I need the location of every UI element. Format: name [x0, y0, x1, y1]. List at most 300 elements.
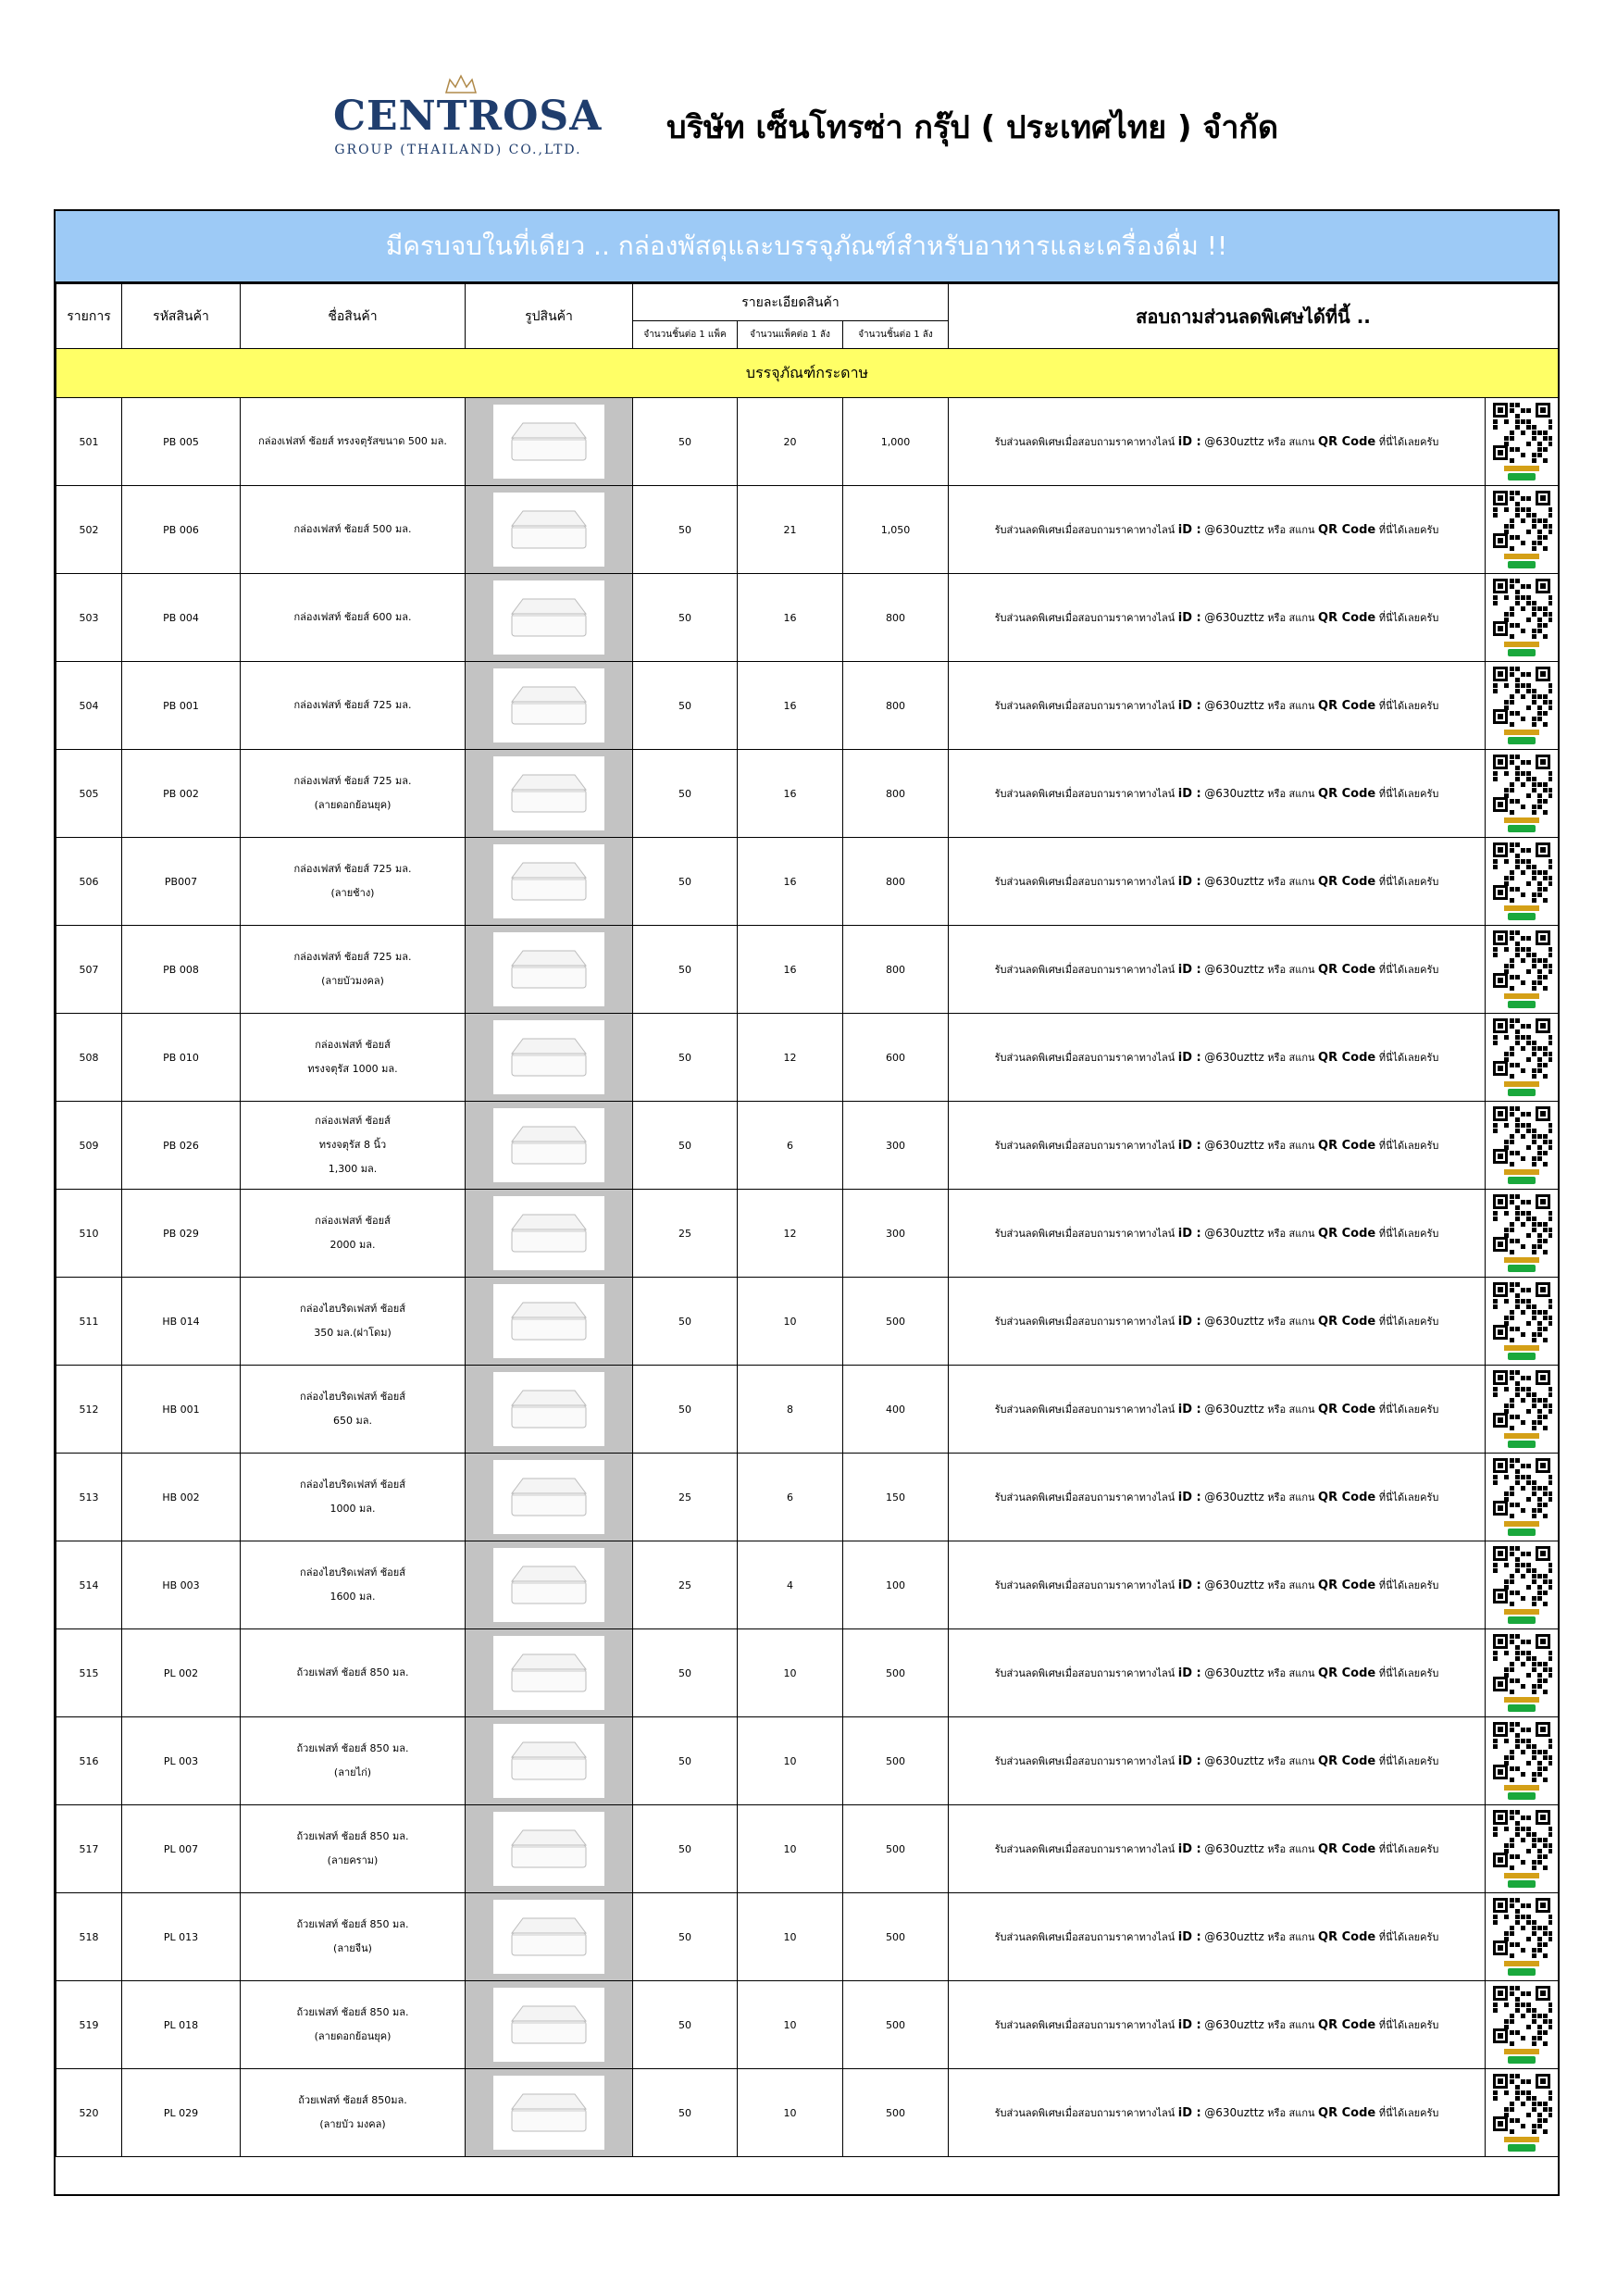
- pieces-per-pack: 50: [633, 838, 738, 926]
- line-qr-code-icon: [1491, 1280, 1552, 1362]
- product-image-cell: [466, 1805, 633, 1893]
- pieces-per-box: 500: [843, 1278, 949, 1366]
- product-name-line1: กล่องเฟสท์ ช้อยส์ 725 มล.: [293, 863, 412, 875]
- product-name: [241, 662, 466, 750]
- qr-code[interactable]: [1491, 1456, 1552, 1538]
- line-id-link[interactable]: @630uzttz: [1204, 1578, 1264, 1591]
- promo-id-label: iD :: [1177, 875, 1201, 889]
- line-id-link[interactable]: @630uzttz: [1204, 1842, 1264, 1855]
- promo-qr-label: QR Code: [1318, 1051, 1376, 1065]
- promo-id-label: iD :: [1177, 1754, 1201, 1768]
- packs-per-box: 10: [738, 1805, 843, 1893]
- product-name: [241, 574, 466, 662]
- qr-code[interactable]: [1491, 1544, 1552, 1626]
- line-qr-code-icon: [1491, 1192, 1552, 1274]
- product-code: HB 014: [122, 1278, 241, 1366]
- pieces-per-pack: 50: [633, 1014, 738, 1102]
- promo-text: [949, 1805, 1486, 1893]
- qr-cell: [1486, 1190, 1559, 1278]
- qr-code[interactable]: [1491, 489, 1552, 570]
- promo-prefix: รับส่วนลดพิเศษเมื่อสอบถามราคาทางไลน์: [994, 876, 1175, 888]
- product-image: [493, 580, 604, 655]
- row-index: 508: [56, 1014, 122, 1102]
- product-name-line2: (ลายไก่): [333, 1766, 372, 1778]
- promo-text: [949, 398, 1486, 486]
- promo-id-label: iD :: [1177, 699, 1201, 713]
- promo-qr-label: QR Code: [1318, 1842, 1376, 1856]
- product-image: [493, 1812, 604, 1886]
- category-label: บรรจุภัณฑ์กระดาษ: [56, 349, 1559, 398]
- product-name-line2: 350 มล.(ฝาโดม): [314, 1327, 392, 1339]
- product-name: [241, 1278, 466, 1366]
- qr-code[interactable]: [1491, 1896, 1552, 1978]
- product-image: [493, 756, 604, 830]
- line-qr-code-icon: [1491, 665, 1552, 746]
- line-id-link[interactable]: @630uzttz: [1204, 1227, 1264, 1240]
- product-photo-icon: [503, 1117, 595, 1173]
- promo-id-label: iD :: [1177, 1930, 1201, 1944]
- row-index: 517: [56, 1805, 122, 1893]
- product-row: [56, 574, 1559, 662]
- promo-or: หรือ สแกน: [1267, 2019, 1315, 2031]
- qr-code[interactable]: [1491, 1368, 1552, 1450]
- col-header-code: รหัสสินค้า: [122, 284, 241, 349]
- line-qr-code-icon: [1491, 1544, 1552, 1626]
- pieces-per-box: 1,000: [843, 398, 949, 486]
- product-row: [56, 1541, 1559, 1629]
- promo-or: หรือ สแกน: [1267, 964, 1315, 976]
- product-name: [241, 750, 466, 838]
- line-id-link[interactable]: @630uzttz: [1204, 1403, 1264, 1416]
- promo-prefix: รับส่วนลดพิเศษเมื่อสอบถามราคาทางไลน์: [994, 1931, 1175, 1943]
- line-qr-code-icon: [1491, 401, 1552, 482]
- product-row: [56, 1278, 1559, 1366]
- pieces-per-box: 800: [843, 662, 949, 750]
- product-photo-icon: [503, 2085, 595, 2140]
- promo-or: หรือ สแกน: [1267, 1404, 1315, 1416]
- product-code: PB 008: [122, 926, 241, 1014]
- product-name: [241, 1805, 466, 1893]
- promo-text: [949, 1102, 1486, 1190]
- pieces-per-box: 500: [843, 1805, 949, 1893]
- promo-or: หรือ สแกน: [1267, 1755, 1315, 1767]
- packs-per-box: 16: [738, 926, 843, 1014]
- promo-id-label: iD :: [1177, 1578, 1201, 1592]
- pieces-per-pack: 50: [633, 926, 738, 1014]
- product-image: [493, 1636, 604, 1710]
- row-index: 505: [56, 750, 122, 838]
- qr-code[interactable]: [1491, 2072, 1552, 2153]
- promo-text: [949, 1629, 1486, 1717]
- promo-or: หรือ สแกน: [1267, 1052, 1315, 1064]
- product-name-line1: กล่องเฟสท์ ช้อยส์ 725 มล.: [293, 699, 412, 711]
- promo-or: หรือ สแกน: [1267, 1667, 1315, 1679]
- line-qr-code-icon: [1491, 1456, 1552, 1538]
- product-image: [493, 405, 604, 479]
- product-photo-icon: [503, 942, 595, 997]
- product-photo-icon: [503, 1293, 595, 1349]
- product-row: [56, 1190, 1559, 1278]
- line-id-link[interactable]: @630uzttz: [1204, 1315, 1264, 1328]
- product-name-line2: (ลายบัว มงคล): [319, 2118, 386, 2130]
- product-name-line1: ถ้วยเฟสท์ ช้อยส์ 850 มล.: [296, 1742, 409, 1754]
- line-id-link[interactable]: @630uzttz: [1204, 1491, 1264, 1504]
- product-name-line1: กล่องไฮบริดเฟสท์ ช้อยส์: [300, 1391, 405, 1403]
- pieces-per-box: 500: [843, 1981, 949, 2069]
- line-id-link[interactable]: @630uzttz: [1204, 699, 1264, 712]
- promo-qr-label: QR Code: [1318, 435, 1376, 449]
- product-row: [56, 1014, 1559, 1102]
- promo-text: [949, 1717, 1486, 1805]
- line-qr-code-icon: [1491, 1720, 1552, 1802]
- product-photo-icon: [503, 1205, 595, 1261]
- promo-id-label: iD :: [1177, 1315, 1201, 1329]
- line-id-link[interactable]: @630uzttz: [1204, 2018, 1264, 2031]
- row-index: 501: [56, 398, 122, 486]
- product-photo-icon: [503, 1029, 595, 1085]
- promo-suffix: ที่นี่ได้เลยครับ: [1378, 612, 1439, 624]
- qr-cell: [1486, 1805, 1559, 1893]
- product-code: HB 003: [122, 1541, 241, 1629]
- promo-qr-label: QR Code: [1318, 1315, 1376, 1329]
- product-image-cell: [466, 926, 633, 1014]
- promo-prefix: รับส่วนลดพิเศษเมื่อสอบถามราคาทางไลน์: [994, 436, 1175, 448]
- promo-qr-label: QR Code: [1318, 963, 1376, 977]
- qr-code[interactable]: [1491, 577, 1552, 658]
- promo-id-label: iD :: [1177, 1491, 1201, 1504]
- promo-suffix: ที่นี่ได้เลยครับ: [1378, 2107, 1439, 2119]
- product-image-cell: [466, 1981, 633, 2069]
- promo-text: [949, 838, 1486, 926]
- row-index: 504: [56, 662, 122, 750]
- pieces-per-box: 150: [843, 1454, 949, 1541]
- pieces-per-box: 800: [843, 750, 949, 838]
- promo-id-label: iD :: [1177, 435, 1201, 449]
- packs-per-box: 21: [738, 486, 843, 574]
- col-header-details: รายละเอียดสินค้า: [633, 284, 949, 321]
- packs-per-box: 12: [738, 1014, 843, 1102]
- promo-qr-label: QR Code: [1318, 1754, 1376, 1768]
- pieces-per-pack: 50: [633, 574, 738, 662]
- qr-code[interactable]: [1491, 929, 1552, 1010]
- line-id-link[interactable]: @630uzttz: [1204, 875, 1264, 888]
- product-name-line1: ถ้วยเฟสท์ ช้อยส์ 850 มล.: [296, 1918, 409, 1930]
- product-photo-icon: [503, 1821, 595, 1877]
- promo-prefix: รับส่วนลดพิเศษเมื่อสอบถามราคาทางไลน์: [994, 612, 1175, 624]
- product-name-line2: (ลายดอกย้อนยุค): [314, 799, 392, 811]
- promo-qr-label: QR Code: [1318, 787, 1376, 801]
- promo-or: หรือ สแกน: [1267, 1579, 1315, 1591]
- promo-id-label: iD :: [1177, 963, 1201, 977]
- crown-icon: [442, 74, 479, 94]
- promo-qr-label: QR Code: [1318, 1227, 1376, 1241]
- promo-id-label: iD :: [1177, 2018, 1201, 2032]
- qr-code[interactable]: [1491, 1632, 1552, 1714]
- line-id-link[interactable]: @630uzttz: [1204, 1666, 1264, 1679]
- col-header-per-pack: จำนวนชิ้นต่อ 1 แพ็ค: [633, 321, 738, 349]
- product-name: [241, 1981, 466, 2069]
- product-row: [56, 1366, 1559, 1454]
- promo-id-label: iD :: [1177, 787, 1201, 801]
- packs-per-box: 20: [738, 398, 843, 486]
- line-qr-code-icon: [1491, 489, 1552, 570]
- row-index: 519: [56, 1981, 122, 2069]
- promo-suffix: ที่นี่ได้เลยครับ: [1378, 1667, 1439, 1679]
- line-qr-code-icon: [1491, 1104, 1552, 1186]
- qr-cell: [1486, 1717, 1559, 1805]
- product-photo-icon: [503, 1557, 595, 1613]
- product-image-cell: [466, 574, 633, 662]
- pieces-per-pack: 50: [633, 1629, 738, 1717]
- promo-suffix: ที่นี่ได้เลยครับ: [1378, 1931, 1439, 1943]
- promo-text: [949, 1981, 1486, 2069]
- product-photo-icon: [503, 766, 595, 821]
- product-code: PL 003: [122, 1717, 241, 1805]
- qr-code[interactable]: [1491, 1720, 1552, 1802]
- product-name: [241, 2069, 466, 2157]
- promo-or: หรือ สแกน: [1267, 612, 1315, 624]
- line-id-link[interactable]: @630uzttz: [1204, 1930, 1264, 1943]
- promo-prefix: รับส่วนลดพิเศษเมื่อสอบถามราคาทางไลน์: [994, 2019, 1175, 2031]
- product-image: [493, 668, 604, 742]
- promo-or: หรือ สแกน: [1267, 876, 1315, 888]
- promo-id-label: iD :: [1177, 1842, 1201, 1856]
- promo-text: [949, 486, 1486, 574]
- line-id-link[interactable]: @630uzttz: [1204, 787, 1264, 800]
- col-header-name: ชื่อสินค้า: [241, 284, 466, 349]
- product-code: HB 001: [122, 1366, 241, 1454]
- promo-prefix: รับส่วนลดพิเศษเมื่อสอบถามราคาทางไลน์: [994, 1491, 1175, 1504]
- product-image-cell: [466, 486, 633, 574]
- line-id-link[interactable]: @630uzttz: [1204, 2106, 1264, 2119]
- promo-prefix: รับส่วนลดพิเศษเมื่อสอบถามราคาทางไลน์: [994, 524, 1175, 536]
- product-name-line1: ถ้วยเฟสท์ ช้อยส์ 850 มล.: [296, 1830, 409, 1842]
- promo-suffix: ที่นี่ได้เลยครับ: [1378, 1579, 1439, 1591]
- promo-text: [949, 1278, 1486, 1366]
- promo-text: [949, 574, 1486, 662]
- line-qr-code-icon: [1491, 577, 1552, 658]
- row-index: 518: [56, 1893, 122, 1981]
- line-id-link[interactable]: @630uzttz: [1204, 1139, 1264, 1152]
- product-image: [493, 1372, 604, 1446]
- promo-suffix: ที่นี่ได้เลยครับ: [1378, 700, 1439, 712]
- product-name: [241, 398, 466, 486]
- line-qr-code-icon: [1491, 2072, 1552, 2153]
- promo-text: [949, 750, 1486, 838]
- packs-per-box: 10: [738, 1717, 843, 1805]
- promo-prefix: รับส่วนลดพิเศษเมื่อสอบถามราคาทางไลน์: [994, 700, 1175, 712]
- pieces-per-box: 400: [843, 1366, 949, 1454]
- promo-text: [949, 1454, 1486, 1541]
- product-row: [56, 486, 1559, 574]
- row-index: 516: [56, 1717, 122, 1805]
- product-image: [493, 1724, 604, 1798]
- packs-per-box: 10: [738, 1629, 843, 1717]
- promo-text: [949, 926, 1486, 1014]
- product-image: [493, 1020, 604, 1094]
- qr-code[interactable]: [1491, 1104, 1552, 1186]
- promo-qr-label: QR Code: [1318, 523, 1376, 537]
- col-header-per-box: จำนวนชิ้นต่อ 1 ลัง: [843, 321, 949, 349]
- qr-code[interactable]: [1491, 665, 1552, 746]
- qr-code[interactable]: [1491, 1808, 1552, 1890]
- product-image-cell: [466, 662, 633, 750]
- line-qr-code-icon: [1491, 1808, 1552, 1890]
- product-name-line2: 2000 มล.: [330, 1239, 376, 1251]
- logo-subtitle: GROUP (THAILAND) CO.,LTD.: [334, 143, 582, 157]
- qr-cell: [1486, 398, 1559, 486]
- product-image: [493, 1108, 604, 1182]
- col-header-index: รายการ: [56, 284, 122, 349]
- col-header-inquiry: สอบถามส่วนลดพิเศษได้ที่นี้ ..: [949, 284, 1559, 349]
- pieces-per-box: 500: [843, 1629, 949, 1717]
- qr-code[interactable]: [1491, 1017, 1552, 1098]
- row-index: 514: [56, 1541, 122, 1629]
- product-name: [241, 486, 466, 574]
- line-id-link[interactable]: @630uzttz: [1204, 1051, 1264, 1064]
- product-image-cell: [466, 2069, 633, 2157]
- qr-cell: [1486, 1366, 1559, 1454]
- product-name: [241, 926, 466, 1014]
- promo-id-label: iD :: [1177, 1227, 1201, 1241]
- promo-qr-label: QR Code: [1318, 699, 1376, 713]
- promo-text: [949, 2069, 1486, 2157]
- product-name: [241, 1366, 466, 1454]
- row-index: 506: [56, 838, 122, 926]
- product-image: [493, 1284, 604, 1358]
- promo-qr-label: QR Code: [1318, 1578, 1376, 1592]
- row-index: 507: [56, 926, 122, 1014]
- product-image: [493, 493, 604, 567]
- product-code: PL 018: [122, 1981, 241, 2069]
- qr-code[interactable]: [1491, 1280, 1552, 1362]
- product-image-cell: [466, 1629, 633, 1717]
- product-name: [241, 1454, 466, 1541]
- line-id-link[interactable]: @630uzttz: [1204, 435, 1264, 448]
- banner-title: มีครบจบในที่เดียว .. กล่องพัสดุและบรรจุภัณฑ์สำหรับอาหารและเครื่องดื่ม !!: [56, 211, 1558, 283]
- product-row: [56, 838, 1559, 926]
- product-code: PB 029: [122, 1190, 241, 1278]
- product-name: [241, 1190, 466, 1278]
- product-name: [241, 1014, 466, 1102]
- product-image-cell: [466, 1014, 633, 1102]
- promo-qr-label: QR Code: [1318, 2018, 1376, 2032]
- promo-or: หรือ สแกน: [1267, 1228, 1315, 1240]
- promo-or: หรือ สแกน: [1267, 1843, 1315, 1855]
- product-image-cell: [466, 1717, 633, 1805]
- promo-suffix: ที่นี่ได้เลยครับ: [1378, 524, 1439, 536]
- product-row: [56, 926, 1559, 1014]
- promo-or: หรือ สแกน: [1267, 1491, 1315, 1504]
- promo-prefix: รับส่วนลดพิเศษเมื่อสอบถามราคาทางไลน์: [994, 964, 1175, 976]
- pieces-per-box: 500: [843, 1893, 949, 1981]
- promo-text: [949, 1014, 1486, 1102]
- qr-code[interactable]: [1491, 1984, 1552, 2065]
- product-row: [56, 1893, 1559, 1981]
- promo-qr-label: QR Code: [1318, 1139, 1376, 1153]
- promo-prefix: รับส่วนลดพิเศษเมื่อสอบถามราคาทางไลน์: [994, 2107, 1175, 2119]
- qr-cell: [1486, 2069, 1559, 2157]
- qr-cell: [1486, 750, 1559, 838]
- line-id-link[interactable]: @630uzttz: [1204, 523, 1264, 536]
- promo-suffix: ที่นี่ได้เลยครับ: [1378, 1316, 1439, 1328]
- packs-per-box: 12: [738, 1190, 843, 1278]
- packs-per-box: 6: [738, 1102, 843, 1190]
- pieces-per-box: 800: [843, 926, 949, 1014]
- promo-suffix: ที่นี่ได้เลยครับ: [1378, 436, 1439, 448]
- qr-code[interactable]: [1491, 841, 1552, 922]
- pieces-per-box: 600: [843, 1014, 949, 1102]
- promo-qr-label: QR Code: [1318, 1930, 1376, 1944]
- promo-qr-label: QR Code: [1318, 611, 1376, 625]
- product-row: [56, 1981, 1559, 2069]
- product-code: PB 005: [122, 398, 241, 486]
- product-name-line1: กล่องเฟสท์ ช้อยส์: [315, 1215, 391, 1227]
- product-name-line2: ทรงจตุรัส 1000 มล.: [307, 1063, 398, 1075]
- promo-qr-label: QR Code: [1318, 2106, 1376, 2120]
- qr-code[interactable]: [1491, 753, 1552, 834]
- product-image-cell: [466, 1190, 633, 1278]
- pieces-per-pack: 50: [633, 1981, 738, 2069]
- promo-suffix: ที่นี่ได้เลยครับ: [1378, 1052, 1439, 1064]
- product-image: [493, 1900, 604, 1974]
- pieces-per-box: 800: [843, 838, 949, 926]
- product-name-line1: กล่องเฟสท์ ช้อยส์ 600 มล.: [293, 611, 412, 623]
- pieces-per-box: 1,050: [843, 486, 949, 574]
- row-index: 511: [56, 1278, 122, 1366]
- qr-cell: [1486, 1541, 1559, 1629]
- product-photo-icon: [503, 678, 595, 733]
- product-image-cell: [466, 750, 633, 838]
- packs-per-box: 16: [738, 750, 843, 838]
- promo-prefix: รับส่วนลดพิเศษเมื่อสอบถามราคาทางไลน์: [994, 1052, 1175, 1064]
- product-row: [56, 2069, 1559, 2157]
- promo-suffix: ที่นี่ได้เลยครับ: [1378, 1755, 1439, 1767]
- qr-cell: [1486, 1893, 1559, 1981]
- product-image: [493, 844, 604, 918]
- promo-text: [949, 662, 1486, 750]
- line-id-link[interactable]: @630uzttz: [1204, 611, 1264, 624]
- line-qr-code-icon: [1491, 1632, 1552, 1714]
- product-name-line1: กล่องเฟสท์ ช้อยส์ 725 มล.: [293, 775, 412, 787]
- product-photo-icon: [503, 1997, 595, 2053]
- row-index: 510: [56, 1190, 122, 1278]
- qr-code[interactable]: [1491, 1192, 1552, 1274]
- qr-code[interactable]: [1491, 401, 1552, 482]
- row-index: 502: [56, 486, 122, 574]
- product-row: [56, 750, 1559, 838]
- pieces-per-pack: 50: [633, 398, 738, 486]
- qr-cell: [1486, 926, 1559, 1014]
- product-code: PB 026: [122, 1102, 241, 1190]
- line-id-link[interactable]: @630uzttz: [1204, 1754, 1264, 1767]
- qr-cell: [1486, 662, 1559, 750]
- pieces-per-pack: 25: [633, 1190, 738, 1278]
- packs-per-box: 6: [738, 1454, 843, 1541]
- product-name-line1: กล่องไฮบริดเฟสท์ ช้อยส์: [300, 1479, 405, 1491]
- pieces-per-pack: 50: [633, 750, 738, 838]
- promo-or: หรือ สแกน: [1267, 2107, 1315, 2119]
- product-name-line3: 1,300 มล.: [328, 1163, 378, 1175]
- product-row: [56, 1454, 1559, 1541]
- product-code: PB 010: [122, 1014, 241, 1102]
- product-name-line2: (ลายบัวมงคล): [321, 975, 384, 987]
- line-id-link[interactable]: @630uzttz: [1204, 963, 1264, 976]
- line-qr-code-icon: [1491, 1896, 1552, 1978]
- product-image: [493, 1988, 604, 2062]
- pieces-per-box: 300: [843, 1102, 949, 1190]
- promo-text: [949, 1366, 1486, 1454]
